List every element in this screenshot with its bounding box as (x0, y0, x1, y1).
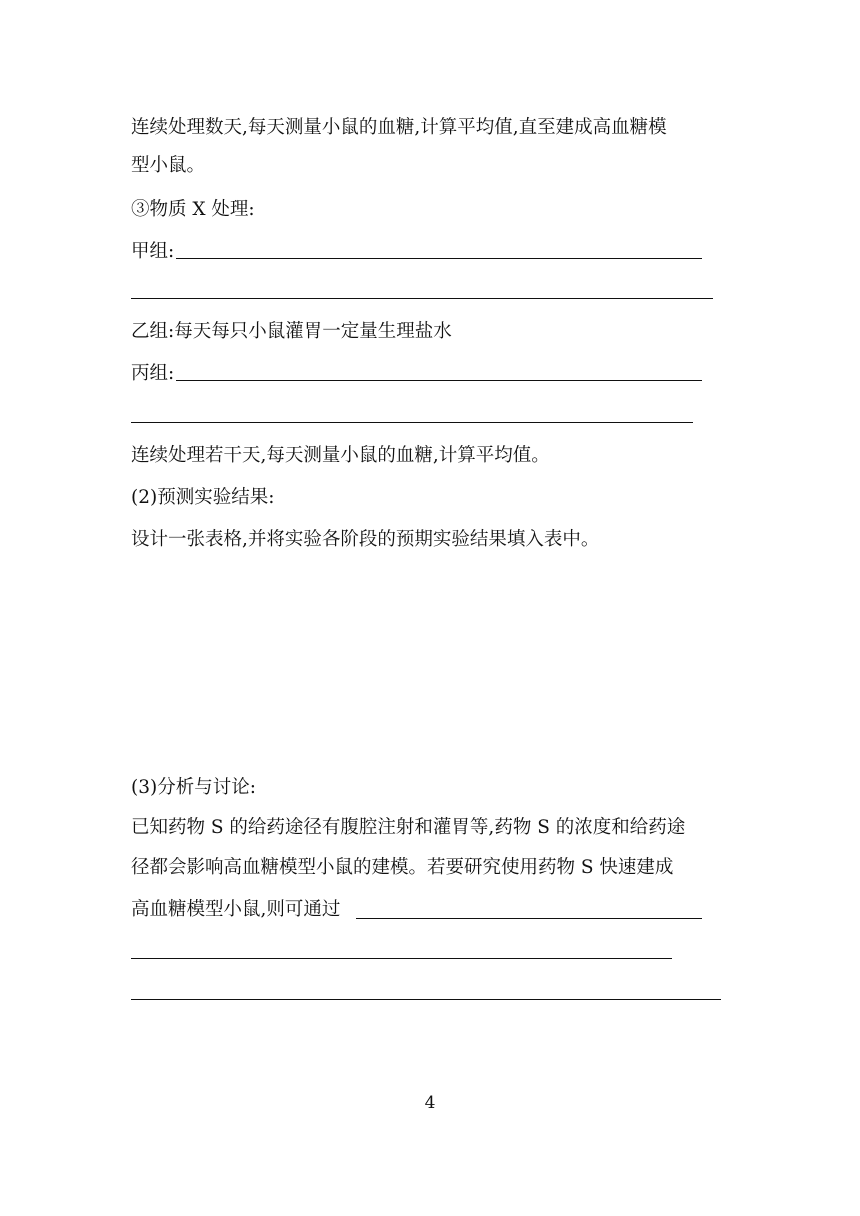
section-3-text-line-1: 已知药物 S 的给药途径有腹腔注射和灌胃等,药物 S 的浓度和给药途 (131, 817, 686, 838)
section-3-answer-line-1 (356, 918, 702, 919)
group-yi-text: 乙组:每天每只小鼠灌胃一定量生理盐水 (131, 321, 452, 342)
section-3-answer-line-2 (131, 958, 672, 959)
group-bing-answer-line-2 (131, 422, 693, 423)
text-line-model-mice: 型小鼠。 (131, 155, 206, 176)
section-3-text-line-2: 径都会影响高血糖模型小鼠的建模。若要研究使用药物 S 快速建成 (131, 857, 674, 878)
text-line-substance-x: ③物质 X 处理: (131, 199, 255, 220)
text-line-continue-treatment: 连续处理数天,每天测量小鼠的血糖,计算平均值,直至建成高血糖模 (131, 117, 667, 138)
section-2-heading: (2)预测实验结果: (131, 487, 275, 508)
section-3-text-line-3: 高血糖模型小鼠,则可通过 (131, 899, 341, 920)
group-bing-label: 丙组: (131, 363, 175, 384)
text-line-measure-glucose: 连续处理若干天,每天测量小鼠的血糖,计算平均值。 (131, 445, 550, 466)
group-jia-answer-line-1 (176, 258, 702, 259)
page-number: 4 (424, 1093, 436, 1113)
section-3-heading: (3)分析与讨论: (131, 777, 256, 798)
section-3-answer-line-3 (131, 999, 721, 1000)
group-jia-label: 甲组: (131, 241, 175, 262)
group-jia-answer-line-2 (131, 298, 713, 299)
section-2-instruction: 设计一张表格,并将实验各阶段的预期实验结果填入表中。 (131, 529, 600, 550)
group-bing-answer-line-1 (176, 380, 702, 381)
